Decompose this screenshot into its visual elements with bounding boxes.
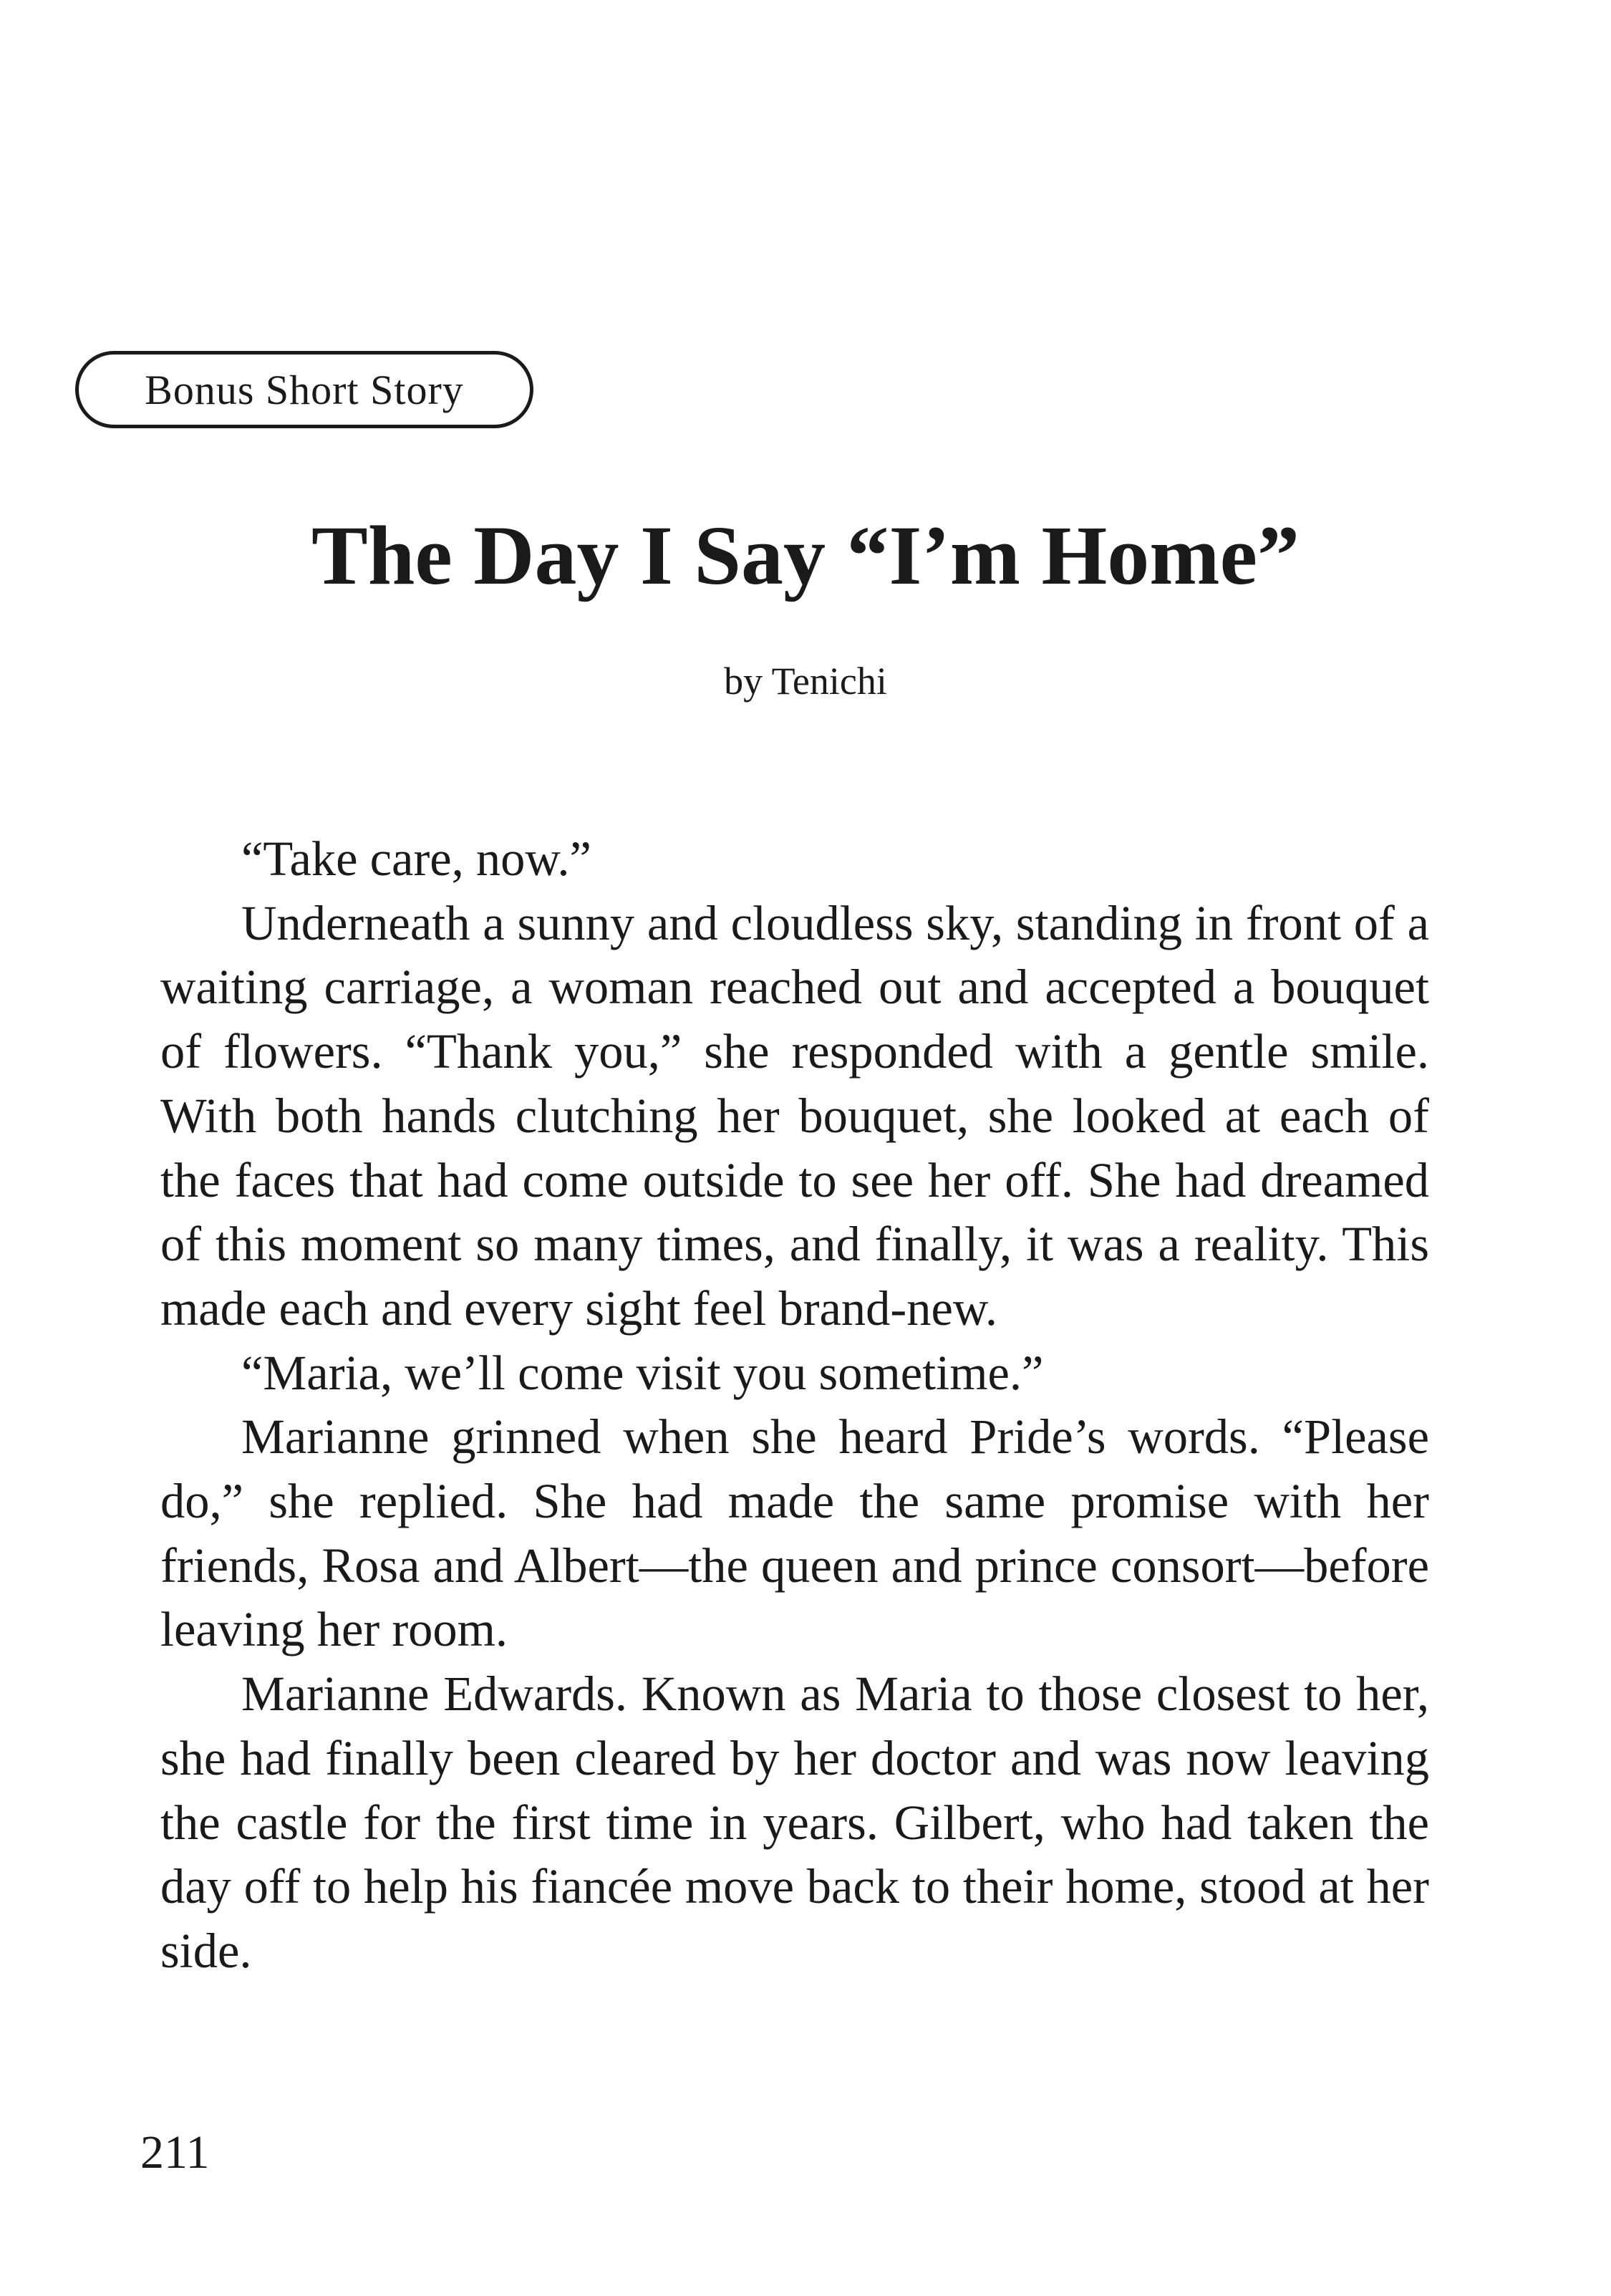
paragraph: Underneath a sunny and cloudless sky, standing in front of a waiting carriage, a woman reached out and accepted a bouquet of flowers. “Thank you,” she responded with a gentle smile. With both hands clutching her bouquet, she looked at each of the faces that had come outside to see her off. She had dreamed of this moment so many times, and finally, it was a reality. This made each and every sight feel brand-new. bbox=[160, 895, 1429, 1336]
story-title: The Day I Say “I’m Home” bbox=[311, 508, 1300, 602]
page-number: 211 bbox=[140, 2126, 210, 2179]
section-badge-label: Bonus Short Story bbox=[145, 366, 464, 413]
story-body bbox=[160, 827, 1429, 1984]
paragraph: “Take care, now.” bbox=[241, 831, 591, 886]
section-badge bbox=[75, 351, 533, 428]
story-author: by Tenichi bbox=[724, 660, 887, 703]
paragraph: “Maria, we’ll come visit you sometime.” bbox=[241, 1345, 1044, 1400]
paragraph: Marianne Edwards. Known as Maria to those closest to her, she had finally been cleared by her doctor and was now leaving the castle for the first time in years. Gilbert, who had taken the day off to help his fiancée move back to their home, stood at her side. bbox=[160, 1666, 1429, 1978]
paragraph: Marianne grinned when she heard Pride’s words. “Please do,” she replied. She had made the same promise with her friends, Rosa and Albert—the queen and prince consort—before leaving her room. bbox=[160, 1409, 1429, 1657]
